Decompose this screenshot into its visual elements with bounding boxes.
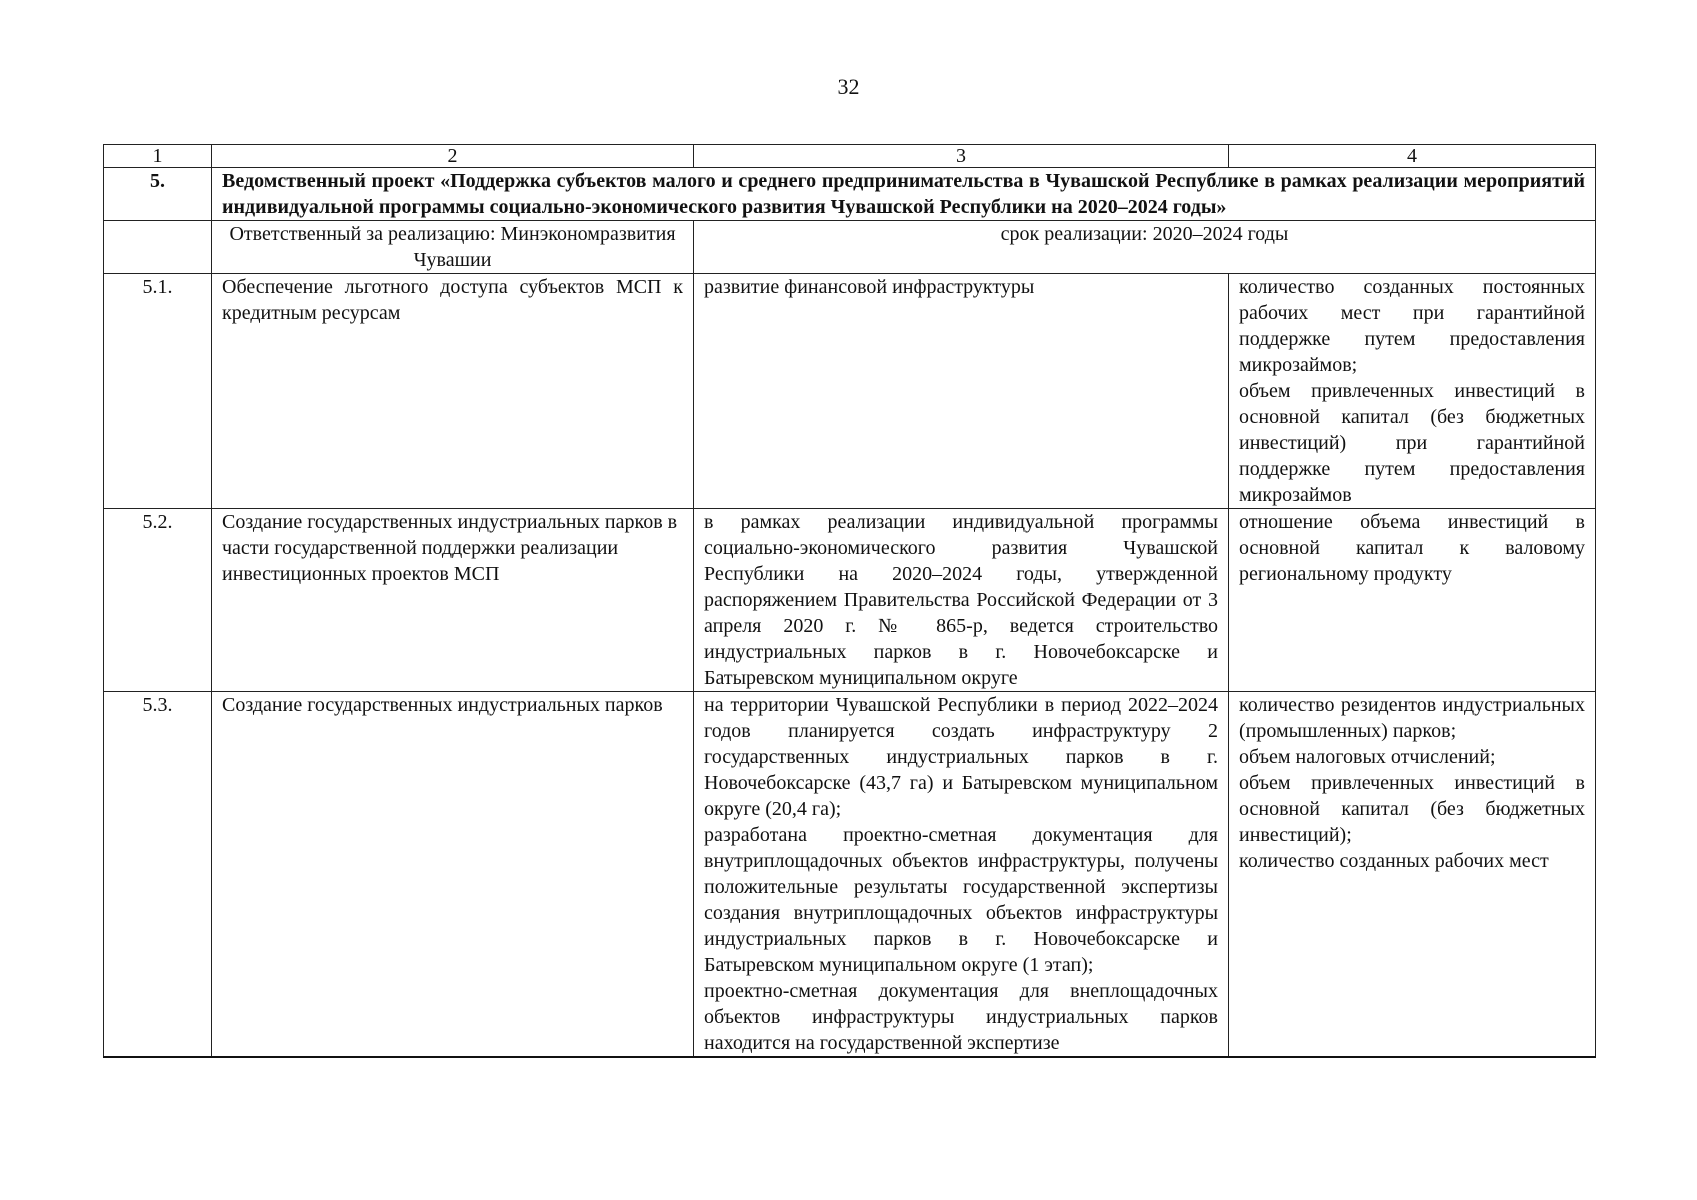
indicators-cell <box>1229 509 1596 692</box>
indicator-text: количество резидентов индустриальных (промышленных) парков; <box>1239 694 1585 742</box>
indicator-text: количество созданных постоянных рабочих мест при гарантийной поддержке путем предоставления микрозаймов; <box>1239 276 1585 376</box>
empty-cell <box>104 221 212 274</box>
column-number: 3 <box>694 145 1229 168</box>
section-responsible-row <box>104 221 1596 274</box>
description-paragraph: развитие финансовой инфраструктуры <box>704 276 1035 298</box>
page-number: 32 <box>837 74 860 99</box>
row-number: 5.1. <box>104 274 212 509</box>
column-number: 2 <box>212 145 694 168</box>
table-row <box>104 509 1596 692</box>
description-paragraph: на территории Чувашской Республики в период 2022–2024 годов планируется создать инфраструктуру 2 государственных индустриальных парков в г. Новочебоксарске (43,7 га) и Батыревском муниципальном округе (20,4 га); <box>704 694 1218 820</box>
task-cell: Создание государственных индустриальных парков <box>212 692 694 1058</box>
column-number-row <box>104 145 1596 168</box>
column-number: 1 <box>104 145 212 168</box>
row-number: 5.2. <box>104 509 212 692</box>
implementation-term: срок реализации: 2020–2024 годы <box>694 221 1596 274</box>
section-title-row <box>104 168 1596 221</box>
column-number: 4 <box>1229 145 1596 168</box>
description-paragraph: разработана проектно-сметная документация для внутриплощадочных объектов инфраструктуры, получены положительные результаты государственной экспертизы создания внутриплощадочных объектов инфраструктуры индустриальных парков в г. Новочебоксарске и Батыревском муниципальном округе (1 этап); <box>704 824 1218 976</box>
indicator-text: объем привлеченных инвестиций в основной капитал (без бюджетных инвестиций) при гарантийной поддержке путем предоставления микрозаймов <box>1239 380 1585 506</box>
task-cell: Обеспечение льготного доступа субъектов МСП к кредитным ресурсам <box>212 274 694 509</box>
program-table <box>103 144 1596 1058</box>
description-cell <box>694 274 1229 509</box>
task-cell: Создание государственных индустриальных парков в части государственной поддержки реализации инвестиционных проектов МСП <box>212 509 694 692</box>
indicator-text: отношение объема инвестиций в основной капитал к валовому региональному продукту <box>1239 511 1585 585</box>
section-number: 5. <box>104 168 212 221</box>
indicators-cell <box>1229 274 1596 509</box>
table-row <box>104 274 1596 509</box>
section-title: Ведомственный проект «Поддержка субъектов малого и среднего предпринимательства в Чувашской Республике в рамках реализации мероприятий индивидуальной программы социально-экономического развития Чувашской Республики на 2020–2024 годы» <box>212 168 1596 221</box>
table-row <box>104 692 1596 1058</box>
description-cell <box>694 692 1229 1058</box>
responsible-executor: Ответственный за реализацию: Минэкономразвития Чувашии <box>212 221 694 274</box>
row-number: 5.3. <box>104 692 212 1058</box>
indicators-cell <box>1229 692 1596 1058</box>
indicator-text: количество созданных рабочих мест <box>1239 850 1549 872</box>
description-paragraph: проектно-сметная документация для внеплощадочных объектов инфраструктуры индустриальных парков находится на государственной экспертизе <box>704 980 1218 1054</box>
description-paragraph: в рамках реализации индивидуальной программы социально-экономического развития Чувашской Республики на 2020–2024 годы, утвержденной распоряжением Правительства Российской Федерации от 3 апреля 2020 г. № 865-р, ведется строительство индустриальных парков в г. Новочебоксарске и Батыревском муниципальном округе <box>704 511 1218 689</box>
description-cell <box>694 509 1229 692</box>
indicator-text: объем налоговых отчислений; <box>1239 746 1496 768</box>
indicator-text: объем привлеченных инвестиций в основной капитал (без бюджетных инвестиций); <box>1239 772 1585 846</box>
